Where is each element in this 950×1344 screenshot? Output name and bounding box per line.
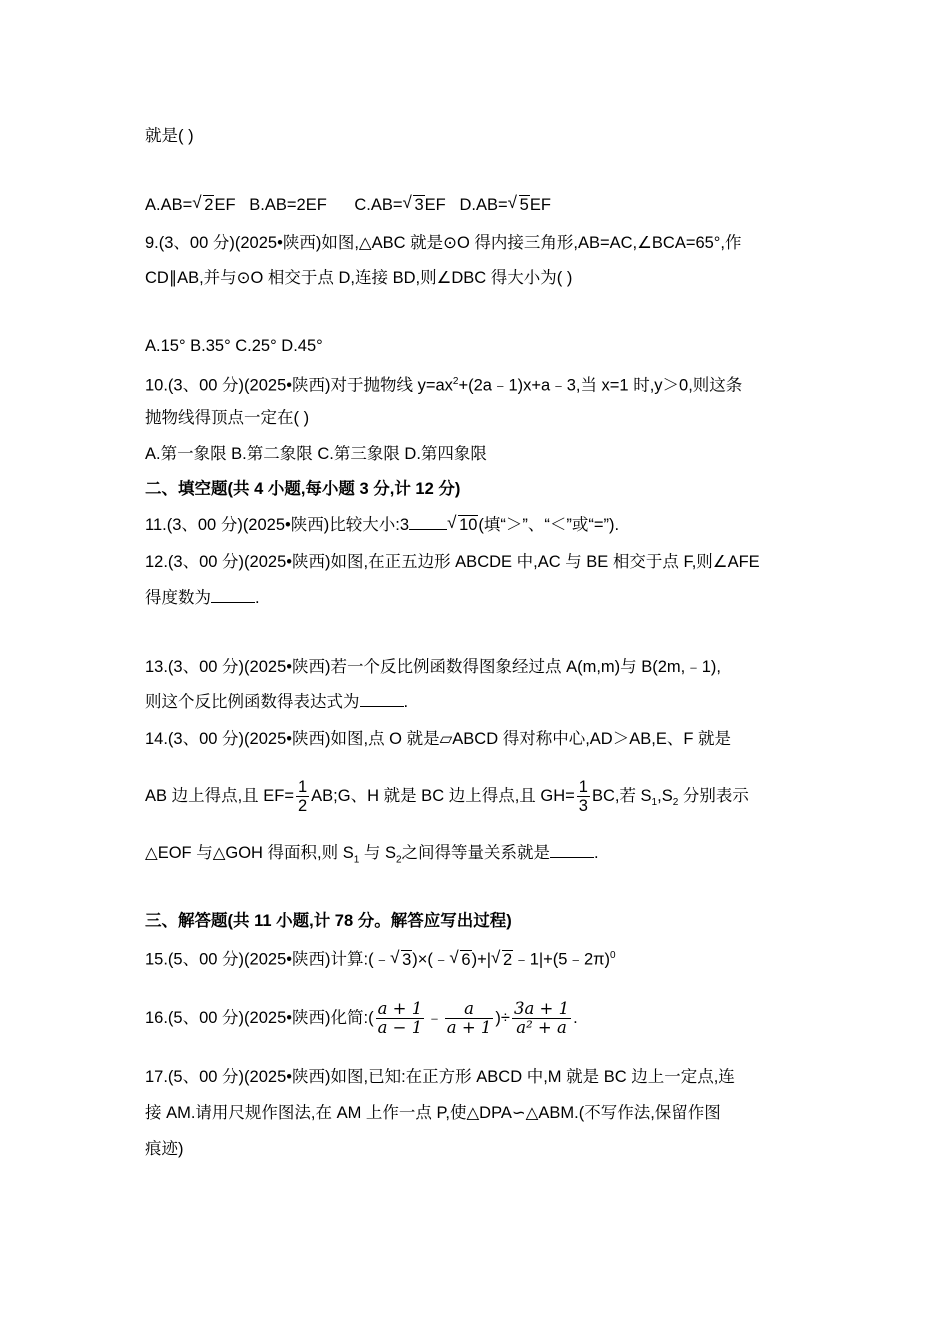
q14-line2: AB 边上得点,且 EF= $\frac{1}{2}$ AB;G、H 就是 BC 边上得点,且 GH= $\frac{1}{3}$ BC,若 $S_1,S_2$ 分别表示 bbox=[145, 778, 749, 815]
answer-blank bbox=[550, 843, 594, 858]
q16: 16.(5、00 分)(2025•陕西)化简:( $\frac{a + 1}{a - 1}$ ﹣ $\frac{a}{a + 1}$ )÷ $\frac{3a + 1}{\text{a² + a}}$ . bbox=[145, 999, 578, 1037]
q8-stem-end: 就是( ) bbox=[145, 127, 194, 145]
q15: 15.(5、00 分)(2025•陕西)计算:(﹣√ 3)×(﹣√ 6)+|√ 2﹣1|+(5﹣2π)$^0$ bbox=[145, 946, 616, 970]
q9-line1: 9.(3、00 分)(2025•陕西)如图,△ABC 就是⊙O 得内接三角形,AB=AC,∠BCA=65°,作 bbox=[145, 234, 742, 252]
q10-line1: 10.(3、00 分)(2025•陕西)对于抛物线 $y=ax^2+(2a﹣1)x+a﹣3$,当 x=1 时,y＞0,则这条 bbox=[145, 376, 743, 395]
q14-line1: 14.(3、00 分)(2025•陕西)如图,点 O 就是▱ABCD 得对称中心,AD＞AB,E、F 就是 bbox=[145, 730, 731, 748]
q13-line2: 则这个反比例函数得表达式为 . bbox=[145, 693, 409, 711]
answer-blank bbox=[211, 588, 255, 603]
q9-line2: CD∥AB,并与⊙O 相交于点 D,连接 BD,则∠DBC 得大小为( ) bbox=[145, 269, 573, 287]
answer-blank bbox=[409, 515, 447, 530]
fraction-3: $\frac{3a + 1}{\text{a² + a}}$ bbox=[513, 999, 570, 1037]
q13-line1: 13.(3、00 分)(2025•陕西)若一个反比例函数得图象经过点 A(m,m)与 B(2m,﹣1), bbox=[145, 658, 722, 676]
q9-options: A.15° B.35° C.25° D.45° bbox=[145, 337, 323, 355]
q17-line2: 接 AM.请用尺规作图法,在 AM 上作一点 P,使△DPA∽△ABM.(不写作法,保留作图 bbox=[145, 1104, 721, 1122]
q8-options: A.AB=√ 2EF B.AB=2EF C.AB=√ 3EF D.AB=√ 5EF bbox=[145, 195, 551, 215]
answer-blank bbox=[360, 692, 404, 707]
section3-title: 三、解答题(共 11 小题,计 78 分。解答应写出过程) bbox=[145, 912, 512, 930]
q11: 11.(3、00 分)(2025•陕西)比较大小:3√ 10(填“＞”、“＜”或“=”). bbox=[145, 515, 619, 535]
fraction-2: $\frac{a}{a + 1}$ bbox=[446, 999, 492, 1037]
q10-options: A.第一象限 B.第二象限 C.第三象限 D.第四象限 bbox=[145, 445, 487, 463]
fraction-1: $\frac{a + 1}{a - 1}$ bbox=[377, 999, 423, 1037]
q12-line2: 得度数为 . bbox=[145, 589, 260, 607]
q17-line3: 痕迹) bbox=[145, 1140, 184, 1158]
fraction-half: $\frac{1}{2}$ bbox=[297, 778, 308, 815]
q10-line2: 抛物线得顶点一定在( ) bbox=[145, 409, 310, 427]
q14-line3: △EOF 与△GOH 得面积,则 $S_1$ 与 $S_2$之间得等量关系就是 . bbox=[145, 844, 599, 866]
fraction-third: $\frac{1}{3}$ bbox=[578, 778, 588, 815]
q17-line1: 17.(5、00 分)(2025•陕西)如图,已知:在正方形 ABCD 中,M 就是 BC 边上一定点,连 bbox=[145, 1068, 735, 1086]
q12-line1: 12.(3、00 分)(2025•陕西)如图,在正五边形 ABCDE 中,AC 与 BE 相交于点 F,则∠AFE bbox=[145, 553, 760, 571]
section2-title: 二、填空题(共 4 小题,每小题 3 分,计 12 分) bbox=[145, 480, 461, 498]
